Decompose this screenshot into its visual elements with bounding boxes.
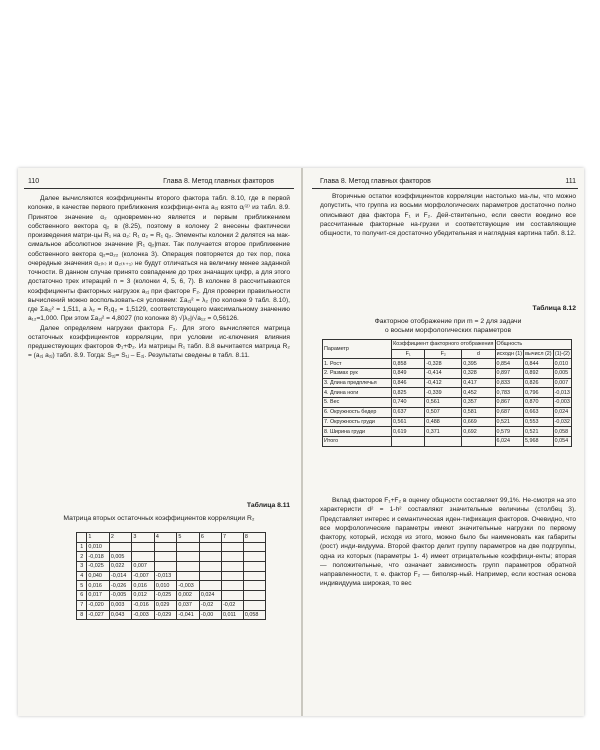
table-row [77, 581, 266, 591]
table-cell [221, 542, 243, 552]
table-cell: -0,014 [109, 571, 132, 581]
header-communality: Общность [495, 340, 571, 350]
table-cell: 0,357 [462, 398, 495, 408]
table-cell: 0,058 [553, 427, 571, 437]
table-title-line-2: о восьми морфологических параметров [384, 326, 512, 334]
table-cell [199, 581, 221, 591]
table-cell [132, 542, 155, 552]
table-cell: -0,025 [87, 562, 110, 572]
table-cell: -0,414 [425, 369, 462, 379]
table-title-8-11: Матрица вторых остаточных коэффициентов корреляции R₂ [63, 515, 255, 522]
right-body-text [320, 192, 576, 238]
table-cell: 0,024 [199, 591, 221, 601]
table-cell: 0,849 [392, 369, 425, 379]
table-cell [199, 562, 221, 572]
paragraph: Вторичные остатки коэффициентов корреляции настолько ма-лы, что можно допустить, что группа из восьми морфологических параметров достаточно полно описывают два фактора F₁ и F₂. Дей-ствительно, если свести воедино все рассчитанные факторные на-грузки и соответствующие им составляющие общности, то получит-ся достаточно убедительная и наглядная картина табл. 8.12. [320, 193, 576, 237]
table-cell: 0,005 [553, 369, 571, 379]
table-cell: 0,826 [524, 378, 554, 388]
table-cell: 8. Ширина груди [323, 427, 392, 437]
table-cell [154, 562, 177, 572]
table-cell: 0,897 [495, 369, 524, 379]
table-cell: -0,00 [199, 610, 221, 620]
page-number-right: 111 [565, 178, 576, 185]
table-cell: 0,037 [177, 600, 200, 610]
table-cell: 0,692 [462, 427, 495, 437]
table-cell: 4 [154, 533, 177, 543]
paragraph: Далее определяем нагрузки фактора F₃. Для этого вычисляется матрица остаточных коэффициентов корреляции, при условии ис-ключения влияния предшествующих факторов Ф₁+Ф₂. Из матрицы R₁ табл. 8.8 вычитается матрица R₂ = (a₂ⱼ a₂ⱼ) табл. 8.9. Тогда: S₂ⱼ= S₁ⱼ – E₂ⱼ. Результаты сведены в табл. 8.11. [28, 324, 290, 360]
table-cell: -0,016 [132, 600, 155, 610]
table-cell: -0,032 [554, 418, 570, 425]
right-page [312, 168, 578, 716]
table-cell: 0,012 [132, 591, 155, 601]
table-cell: 0,040 [87, 571, 110, 581]
table-cell: 3 [132, 533, 155, 543]
table-cell [221, 581, 243, 591]
table-cell: 0,452 [462, 388, 495, 398]
table-header-row [323, 340, 572, 350]
table-cell: 0,521 [495, 417, 524, 427]
table-cell: 0,740 [392, 398, 425, 408]
table-cell: 2. Размах рук [323, 369, 392, 379]
table-cell [243, 552, 265, 562]
table-cell: 3. Длина предплечья [323, 378, 392, 388]
table-cell [221, 562, 243, 572]
table-label-8-12: Таблица 8.12 [532, 305, 576, 312]
table-cell: 0,022 [109, 562, 132, 572]
table-cell [199, 542, 221, 552]
table-cell: -0,003 [177, 581, 200, 591]
table-cell: 0,029 [154, 600, 177, 610]
table-cell: 7. Окружность груди [323, 417, 392, 427]
table-cell: 1 [77, 542, 87, 552]
table-cell: -0,029 [154, 610, 177, 620]
table-cell [243, 571, 265, 581]
table-cell: 0,054 [553, 436, 571, 446]
running-header-left [24, 178, 294, 189]
table-row [77, 571, 266, 581]
table-cell: 8 [243, 533, 265, 543]
table-cell [221, 552, 243, 562]
table-cell: 1. Рост [323, 359, 392, 369]
table-cell: 4. Длина ноги [323, 388, 392, 398]
table-cell: 0,844 [524, 359, 554, 369]
table-cell: 5 [177, 533, 200, 543]
header-coef: Коэффициент факторного отображения [393, 341, 494, 348]
table-row [323, 359, 572, 369]
table-cell: 0,867 [495, 398, 524, 408]
table-cell: 0,016 [132, 581, 155, 591]
table-cell: 0,637 [392, 407, 425, 417]
table-cell: 0,854 [495, 359, 524, 369]
table-row [323, 417, 572, 427]
table-row [77, 610, 266, 620]
table-cell: 0,011 [221, 610, 243, 620]
table-cell: 6. Окружность бедер [323, 407, 392, 417]
table-cell: 0,395 [462, 359, 495, 369]
table-row [77, 600, 266, 610]
table-cell: 0,833 [495, 378, 524, 388]
table-cell: 0,783 [495, 388, 524, 398]
table-row [323, 436, 572, 446]
table-cell: 0,488 [425, 417, 462, 427]
table-title-line-1: Факторное отображение при m = 2 для задачи [374, 318, 522, 325]
factor-mapping-table [322, 339, 572, 447]
table-cell: 2 [109, 533, 132, 543]
table-cell: 5,968 [524, 436, 554, 446]
table-cell: 0,007 [553, 378, 571, 388]
paragraph: Вклад факторов F₁+F₂ в оценку общности составляет 99,1%. Не-смотря на это характеристи d² = 1-h² составляют значительные величины (столбец 3). Представляет интерес и семантическая иден-тификация факторов. Очевидно, что все морфологические параметры имеют значительные нагрузки по первому фактору, который, исходя из этого, можно было бы наименовать как габариты (рост) инди-видуума. Второй фактор делит группу параметров на две подгруппы, одна из которых (параметры 1- 4) имеет отрицательные коэффици-енты; вторая — положительные, что означает зависимость групп параметров обратной направленности, т. е. фактор F₂ — биполяр-ный. Например, если костная основа индивидуума широкая, то вес [320, 497, 576, 588]
table-cell: 0,561 [392, 417, 425, 427]
table-cell: -0,02 [199, 600, 221, 610]
table-cell [462, 436, 495, 446]
table-row [323, 369, 572, 379]
table-cell [77, 533, 87, 543]
table-cell: -0,02 [221, 600, 243, 610]
table-cell [177, 542, 200, 552]
table-cell [392, 436, 425, 446]
table-cell: 0,507 [425, 407, 462, 417]
table-cell: -0,026 [109, 581, 132, 591]
table-cell: -0,013 [154, 571, 177, 581]
table-row [323, 388, 572, 398]
table-label-8-11: Таблица 8.11 [246, 502, 290, 509]
table-row [77, 542, 266, 552]
header-f1: F₁ [392, 349, 425, 359]
table-cell: -0,007 [132, 571, 155, 581]
paragraph: Далее вычисляются коэффициенты второго фактора табл. 8.10, где в первой колонке, в качестве первого приближения коэффици-ента a₂ⱼ взято αⱼ⁽²⁾ из табл. 8.9. Принятое значение α₂ одновремен-но является и первым приближением собственного вектора q₂ в (8.25), поэтому в колонку 2 внесены фактически произведения матри-цы R₁ на α₂: R₁ α₂ = R₁ q₂. Элементы колонки 2 делятся на мак-симальное абсолютное значение |R₁ q₂|max. Так получается второе приближение собственного вектора q₂=α₂₂ (колонка 3). Операция повторяется до тех пор, пока очередные значения α₂₍ₖ₎ и α₂₍ₖ₊₁₎ не будут отличаться на величину менее заданной точности. В данном случае принято совпадение до трех значащих цифр, а для этого достаточно трех итераций n = 3 (колонки 4, 5, 6, 7). В колонке 8 рассчитываются коэффициенты факторных нагрузок a₂ⱼ при факторе F₂. Для проверки правильности вычислений можно воспользовать-ся условием: Σa₂ⱼ² = λ₂ (по колонке 9 табл. 8.10), где Σa₂ⱼ² = 1,511, а λ₂ = R₁q₂ = 1,5129, соответствующего максимальному значению a₁₂=1,000. При этом Σa₂ⱼ² = 4,8027 (по колонке 8) √|λ₂|/√a₁₂ = 0,56126. [28, 195, 290, 323]
table-cell [177, 562, 200, 572]
table-row [77, 591, 266, 601]
table-cell [425, 436, 462, 446]
table-cell: -0,412 [425, 378, 462, 388]
table-cell: 0,561 [425, 398, 462, 408]
table-cell [243, 542, 265, 552]
table-cell: 7 [221, 533, 243, 543]
table-cell: 7 [77, 600, 87, 610]
table-cell: 0,581 [462, 407, 495, 417]
table-title-8-12 [320, 318, 576, 335]
table-cell: 5 [77, 581, 87, 591]
table-cell: -0,041 [177, 610, 200, 620]
table-cell: -0,328 [425, 359, 462, 369]
table-row [323, 398, 572, 408]
table-cell: 0,328 [462, 369, 495, 379]
table-cell: 0,010 [553, 359, 571, 369]
table-cell: 0,669 [462, 417, 495, 427]
table-cell: -0,013 [554, 389, 570, 396]
table-cell: 0,043 [109, 610, 132, 620]
table-row [323, 407, 572, 417]
table-cell [243, 562, 265, 572]
table-cell: 0,002 [177, 591, 200, 601]
table-row [77, 562, 266, 572]
table-row [323, 427, 572, 437]
table-cell: 0,417 [462, 378, 495, 388]
table-cell: 0,003 [109, 600, 132, 610]
table-cell: 6 [199, 533, 221, 543]
table-cell: 3 [77, 562, 87, 572]
table-cell: -0,003 [132, 610, 155, 620]
table-cell [199, 571, 221, 581]
correlation-matrix-table [76, 532, 266, 620]
table-cell: -0,020 [87, 600, 110, 610]
table-cell [109, 542, 132, 552]
table-cell [177, 552, 200, 562]
table-cell: 0,010 [87, 542, 110, 552]
running-title-left: Глава 8. Метод главных факторов [163, 178, 274, 185]
table-cell: 0,010 [154, 581, 177, 591]
table-cell [132, 552, 155, 562]
book-gutter [301, 168, 303, 716]
table-cell: 0,687 [495, 407, 524, 417]
left-body-text [28, 194, 290, 361]
table-cell [154, 552, 177, 562]
table-cell: 6 [77, 591, 87, 601]
table-cell: 0,553 [524, 417, 554, 427]
table-cell: 0,846 [392, 378, 425, 388]
table-cell: -0,339 [425, 388, 462, 398]
table-row [77, 552, 266, 562]
header-computed: вычисл (2) [525, 351, 552, 358]
table-cell [221, 591, 243, 601]
table-cell: 0,058 [243, 610, 265, 620]
header-diff: (1)-(2) [554, 351, 570, 358]
header-param: Параметр [323, 340, 392, 359]
table-cell: 0,825 [392, 388, 425, 398]
right-body-text-after [320, 496, 576, 589]
book-spread [18, 168, 584, 716]
header-f2: F₂ [425, 349, 462, 359]
header-initial: исходн (1) [496, 351, 522, 358]
table-cell: 0,858 [392, 359, 425, 369]
running-title-right: Глава 8. Метод главных факторов [320, 178, 431, 185]
table-cell: 2 [77, 552, 87, 562]
table-cell: -0,027 [87, 610, 110, 620]
table-row [323, 378, 572, 388]
table-cell: 0,007 [132, 562, 155, 572]
table-cell: 0,892 [524, 369, 554, 379]
table-cell: -0,025 [154, 591, 177, 601]
table-cell: 0,016 [87, 581, 110, 591]
table-cell: Итого [323, 436, 392, 446]
table-cell: -0,005 [109, 591, 132, 601]
table-cell: 0,619 [392, 427, 425, 437]
table-cell: 5. Вес [323, 398, 392, 408]
table-cell [199, 552, 221, 562]
table-cell: 0,371 [425, 427, 462, 437]
table-cell [154, 542, 177, 552]
table-cell [243, 600, 265, 610]
table-cell: 0,017 [87, 591, 110, 601]
table-cell: 0,796 [524, 388, 554, 398]
table-header-row [77, 533, 266, 543]
left-page [24, 168, 294, 716]
page-number-left: 110 [28, 178, 40, 185]
table-cell: 0,663 [524, 407, 554, 417]
table-cell: 6,024 [495, 436, 524, 446]
header-d: d [462, 349, 495, 359]
table-cell [221, 571, 243, 581]
table-cell: -0,003 [554, 399, 570, 406]
table-cell: 0,870 [524, 398, 554, 408]
table-cell [177, 571, 200, 581]
table-cell [243, 581, 265, 591]
table-cell: 1 [87, 533, 110, 543]
table-cell [243, 591, 265, 601]
running-header-right [312, 178, 578, 189]
table-cell: 0,024 [553, 407, 571, 417]
table-cell: 4 [77, 571, 87, 581]
table-cell: 0,579 [495, 427, 524, 437]
table-cell: 8 [77, 610, 87, 620]
table-cell: 0,521 [524, 427, 554, 437]
table-cell: -0,018 [87, 552, 110, 562]
table-cell: 0,005 [109, 552, 132, 562]
